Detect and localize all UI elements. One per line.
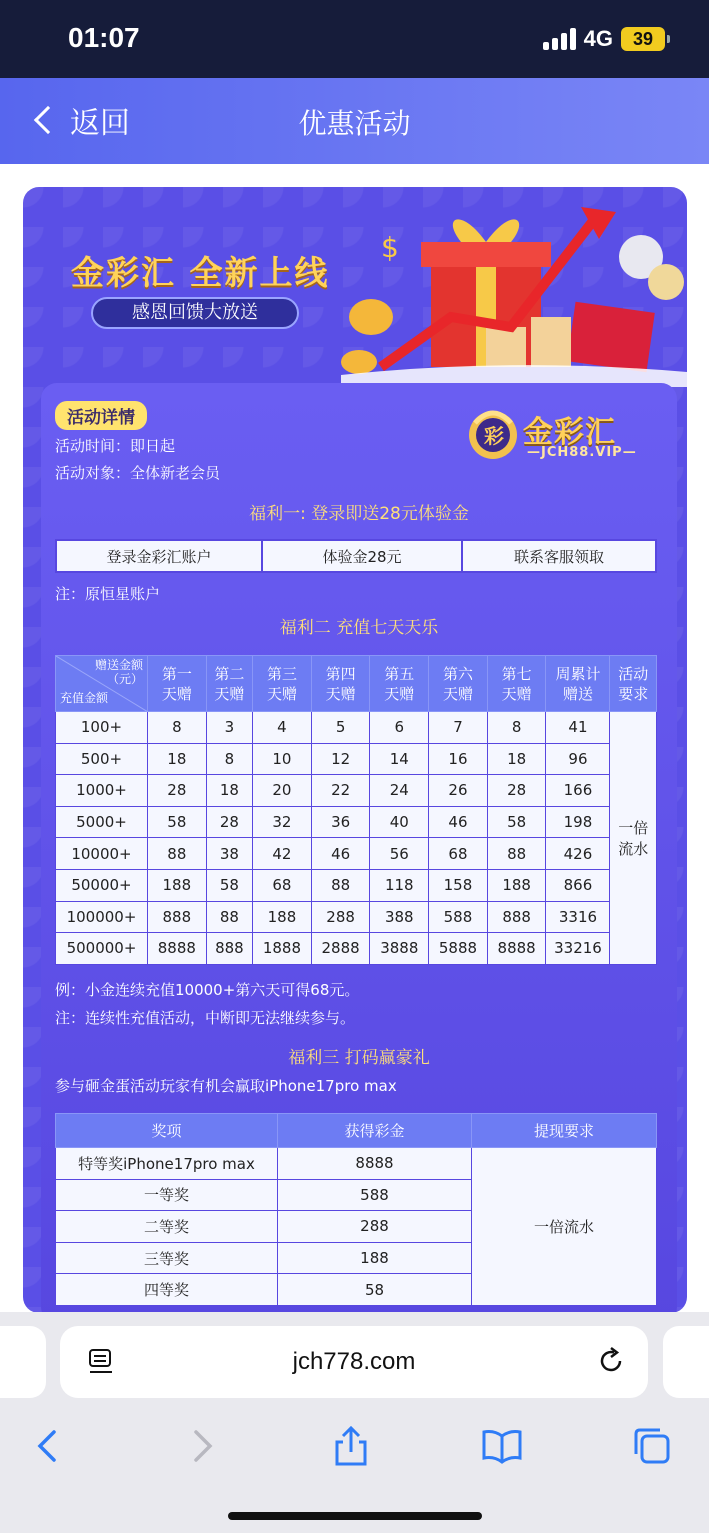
recharge-cell: 3316 bbox=[546, 901, 610, 933]
table-row bbox=[56, 806, 657, 838]
cellular-signal-icon bbox=[543, 28, 576, 50]
recharge-cell: 18 bbox=[148, 743, 207, 775]
recharge-cell: 40 bbox=[370, 806, 429, 838]
prize-cell: 特等奖iPhone17pro max bbox=[56, 1148, 278, 1180]
next-tab-preview[interactable] bbox=[663, 1326, 709, 1398]
recharge-cell: 41 bbox=[546, 712, 610, 744]
recharge-header: 第四 天赠 bbox=[311, 656, 370, 712]
recharge-header: 第七 天赠 bbox=[487, 656, 546, 712]
recharge-cell: 500000+ bbox=[56, 933, 148, 965]
recharge-cell: 188 bbox=[253, 901, 312, 933]
recharge-header: 活动 要求 bbox=[610, 656, 657, 712]
recharge-cell: 5000+ bbox=[56, 806, 148, 838]
activity-audience: 活动对象：全体新老会员 bbox=[55, 464, 221, 482]
recharge-cell: 14 bbox=[370, 743, 429, 775]
recharge-cell: 58 bbox=[487, 806, 546, 838]
recharge-cell: 166 bbox=[546, 775, 610, 807]
table-row bbox=[56, 712, 657, 744]
prize-cell: 二等奖 bbox=[56, 1211, 278, 1243]
banner-title: 金彩汇 全新上线 bbox=[71, 253, 330, 292]
recharge-cell: 188 bbox=[487, 869, 546, 901]
recharge-cell: 18 bbox=[206, 775, 252, 807]
recharge-cell: 198 bbox=[546, 806, 610, 838]
svg-text:彩: 彩 bbox=[484, 424, 504, 448]
brand-logo bbox=[465, 403, 655, 465]
prize-header: 获得彩金 bbox=[278, 1114, 472, 1148]
table-row bbox=[56, 933, 657, 965]
bookmarks-icon[interactable] bbox=[482, 1426, 522, 1466]
recharge-cell: 24 bbox=[370, 775, 429, 807]
tabs-icon[interactable] bbox=[632, 1426, 672, 1466]
recharge-header: 第三 天赠 bbox=[253, 656, 312, 712]
recharge-header: 第二 天赠 bbox=[206, 656, 252, 712]
recharge-cell: 288 bbox=[311, 901, 370, 933]
recharge-cell: 8888 bbox=[148, 933, 207, 965]
nav-bar bbox=[0, 78, 709, 164]
back-label: 返回 bbox=[70, 106, 130, 141]
recharge-cell: 26 bbox=[429, 775, 488, 807]
recharge-cell: 56 bbox=[370, 838, 429, 870]
prize-cell: 58 bbox=[278, 1274, 472, 1306]
details-badge: 活动详情 bbox=[55, 401, 147, 430]
benefit1-cell: 登录金彩汇账户 bbox=[56, 540, 262, 572]
recharge-cell: 5 bbox=[311, 712, 370, 744]
activity-time: 活动时间：即日起 bbox=[55, 437, 176, 455]
recharge-cell: 188 bbox=[148, 869, 207, 901]
recharge-cell: 8 bbox=[487, 712, 546, 744]
recharge-cell: 50000+ bbox=[56, 869, 148, 901]
recharge-cell: 1888 bbox=[253, 933, 312, 965]
recharge-header: 第一 天赠 bbox=[148, 656, 207, 712]
recharge-cell: 388 bbox=[370, 901, 429, 933]
recharge-cell: 10 bbox=[253, 743, 312, 775]
browser-toolbar bbox=[0, 1408, 709, 1533]
address-bar[interactable] bbox=[60, 1326, 648, 1398]
prize-header: 奖项 bbox=[56, 1114, 278, 1148]
table-row bbox=[56, 775, 657, 807]
benefit3-desc: 参与砸金蛋活动玩家有机会赢取iPhone17pro max bbox=[55, 1077, 397, 1095]
corner-header bbox=[56, 656, 148, 712]
banner-subtitle: 感恩回馈大放送 bbox=[91, 297, 299, 329]
prize-cell: 一等奖 bbox=[56, 1179, 278, 1211]
recharge-cell: 888 bbox=[148, 901, 207, 933]
recharge-cell: 32 bbox=[253, 806, 312, 838]
recharge-cell: 888 bbox=[206, 933, 252, 965]
recharge-cell: 10000+ bbox=[56, 838, 148, 870]
table-row bbox=[56, 743, 657, 775]
status-bar bbox=[0, 0, 709, 78]
benefit2-example: 例：小金连续充值10000+第六天可得68元。 bbox=[55, 981, 360, 999]
recharge-cell: 88 bbox=[206, 901, 252, 933]
recharge-cell: 68 bbox=[253, 869, 312, 901]
benefit1-title: 福利一: 登录即送28元体验金 bbox=[249, 504, 469, 524]
recharge-cell: 8 bbox=[206, 743, 252, 775]
recharge-cell: 58 bbox=[206, 869, 252, 901]
prize-cell: 288 bbox=[278, 1211, 472, 1243]
recharge-cell: 888 bbox=[487, 901, 546, 933]
url-text: jch778.com bbox=[292, 1348, 416, 1375]
benefit1-note: 注：原恒星账户 bbox=[55, 585, 161, 603]
recharge-cell: 88 bbox=[311, 869, 370, 901]
prize-cell: 188 bbox=[278, 1242, 472, 1274]
recharge-cell: 118 bbox=[370, 869, 429, 901]
recharge-cell: 8888 bbox=[487, 933, 546, 965]
recharge-table bbox=[55, 655, 657, 965]
recharge-cell: 100+ bbox=[56, 712, 148, 744]
recharge-cell: 58 bbox=[148, 806, 207, 838]
recharge-cell: 7 bbox=[429, 712, 488, 744]
previous-tab-preview[interactable] bbox=[0, 1326, 46, 1398]
browser-address-area bbox=[0, 1312, 709, 1408]
corner-bottom-label: 充值金额 bbox=[60, 691, 109, 705]
table-row bbox=[56, 869, 657, 901]
benefit1-table bbox=[55, 539, 657, 573]
corner-top-label: 赠送金额 （元） bbox=[94, 658, 143, 686]
brand-domain: —JCH88.VIP— bbox=[527, 445, 637, 460]
network-type: 4G bbox=[583, 26, 613, 51]
status-time: 01:07 bbox=[68, 22, 140, 53]
recharge-cell: 100000+ bbox=[56, 901, 148, 933]
prize-cell: 8888 bbox=[278, 1148, 472, 1180]
promo-card bbox=[23, 187, 687, 1313]
prize-cell: 四等奖 bbox=[56, 1274, 278, 1306]
recharge-cell: 4 bbox=[253, 712, 312, 744]
recharge-cell: 88 bbox=[487, 838, 546, 870]
recharge-cell: 36 bbox=[311, 806, 370, 838]
prize-cell: 三等奖 bbox=[56, 1242, 278, 1274]
table-row bbox=[56, 1148, 657, 1180]
recharge-cell: 2888 bbox=[311, 933, 370, 965]
recharge-cell: 28 bbox=[487, 775, 546, 807]
recharge-cell: 22 bbox=[311, 775, 370, 807]
benefit2-title: 福利二 充值七天天乐 bbox=[279, 618, 439, 638]
promo-banner bbox=[23, 187, 687, 387]
brand-name: 金彩汇 bbox=[523, 415, 616, 450]
recharge-cell: 96 bbox=[546, 743, 610, 775]
battery-icon: 39 bbox=[621, 27, 665, 51]
recharge-cell: 68 bbox=[429, 838, 488, 870]
svg-text:$: $ bbox=[381, 231, 399, 264]
prize-header: 提现要求 bbox=[472, 1114, 657, 1148]
recharge-cell: 12 bbox=[311, 743, 370, 775]
recharge-cell: 426 bbox=[546, 838, 610, 870]
recharge-cell: 42 bbox=[253, 838, 312, 870]
recharge-cell: 158 bbox=[429, 869, 488, 901]
benefit2-note: 注：连续性充值活动，中断即无法继续参与。 bbox=[55, 1009, 356, 1027]
recharge-cell: 28 bbox=[148, 775, 207, 807]
recharge-cell: 1000+ bbox=[56, 775, 148, 807]
prize-table bbox=[55, 1113, 657, 1306]
recharge-cell: 88 bbox=[148, 838, 207, 870]
table-row bbox=[56, 838, 657, 870]
prize-cell: 588 bbox=[278, 1179, 472, 1211]
recharge-header: 第六 天赠 bbox=[429, 656, 488, 712]
recharge-cell: 588 bbox=[429, 901, 488, 933]
recharge-header: 周累计 赠送 bbox=[546, 656, 610, 712]
recharge-cell: 16 bbox=[429, 743, 488, 775]
recharge-cell: 46 bbox=[311, 838, 370, 870]
activity-panel bbox=[41, 383, 677, 1313]
benefit3-title: 福利三 打码赢豪礼 bbox=[288, 1048, 430, 1068]
reload-icon[interactable] bbox=[596, 1346, 626, 1376]
forward-arrow-icon[interactable] bbox=[182, 1426, 222, 1466]
recharge-cell: 33216 bbox=[546, 933, 610, 965]
recharge-cell: 5888 bbox=[429, 933, 488, 965]
prize-requirement: 一倍流水 bbox=[472, 1148, 657, 1306]
page-title: 优惠活动 bbox=[298, 107, 411, 140]
share-icon[interactable] bbox=[331, 1426, 371, 1466]
dragon-logo-icon bbox=[465, 403, 521, 463]
back-arrow-icon[interactable] bbox=[28, 1426, 68, 1466]
table-row bbox=[56, 901, 657, 933]
recharge-cell: 20 bbox=[253, 775, 312, 807]
benefit1-cell: 体验金28元 bbox=[262, 540, 462, 572]
recharge-cell: 38 bbox=[206, 838, 252, 870]
recharge-cell: 3888 bbox=[370, 933, 429, 965]
gift-illustration-icon bbox=[341, 197, 687, 387]
recharge-cell: 46 bbox=[429, 806, 488, 838]
recharge-cell: 28 bbox=[206, 806, 252, 838]
recharge-header: 第五 天赠 bbox=[370, 656, 429, 712]
recharge-cell: 18 bbox=[487, 743, 546, 775]
recharge-cell: 6 bbox=[370, 712, 429, 744]
recharge-requirement: 一倍 流水 bbox=[610, 712, 657, 965]
home-indicator bbox=[228, 1512, 482, 1520]
recharge-cell: 8 bbox=[148, 712, 207, 744]
recharge-cell: 3 bbox=[206, 712, 252, 744]
benefit1-cell: 联系客服领取 bbox=[462, 540, 656, 572]
recharge-cell: 500+ bbox=[56, 743, 148, 775]
recharge-cell: 866 bbox=[546, 869, 610, 901]
